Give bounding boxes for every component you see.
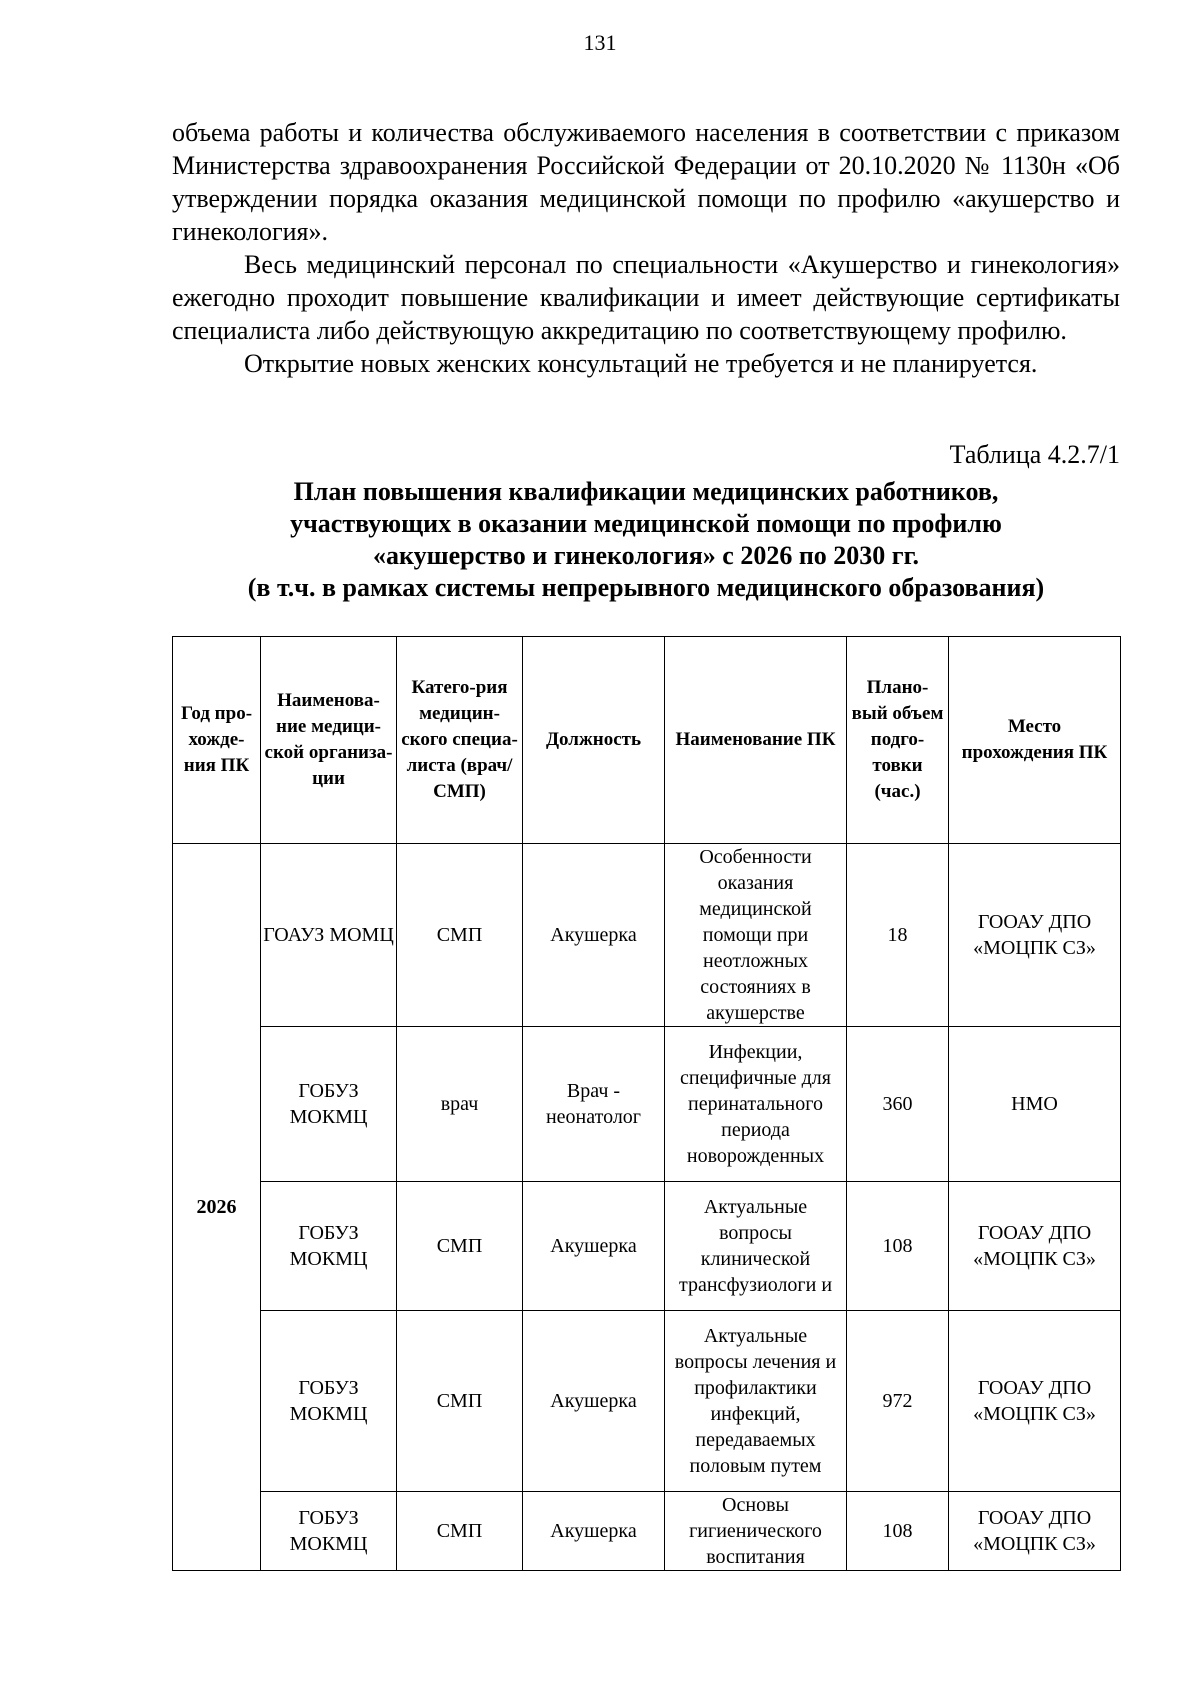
header-year: Год про-хожде-ния ПК <box>173 637 261 844</box>
year-cell: 2026 <box>173 844 261 1571</box>
position-cell: Акушерка <box>523 1492 665 1571</box>
course-cell: Основы гигиенического воспитания <box>665 1492 847 1571</box>
body-text <box>172 116 1120 380</box>
header-position: Должность <box>523 637 665 844</box>
training-plan-table <box>172 636 1121 1571</box>
place-cell: ГООАУ ДПО «МОЦПК СЗ» <box>949 1182 1121 1311</box>
hours-cell: 108 <box>847 1492 949 1571</box>
category-cell: врач <box>397 1027 523 1182</box>
hours-cell: 18 <box>847 844 949 1027</box>
table-title <box>172 476 1120 604</box>
page-number: 131 <box>583 30 617 55</box>
org-cell: ГОБУЗ МОКМЦ <box>261 1492 397 1571</box>
table-row <box>173 1311 1121 1492</box>
place-cell: ГООАУ ДПО «МОЦПК СЗ» <box>949 844 1121 1027</box>
table-header-row <box>173 637 1121 844</box>
position-cell: Врач - неонатолог <box>523 1027 665 1182</box>
position-cell: Акушерка <box>523 844 665 1027</box>
org-cell: ГОАУЗ МОМЦ <box>261 844 397 1027</box>
table-title-line: (в т.ч. в рамках системы непрерывного медицинского образования) <box>247 573 1045 602</box>
paragraph: объема работы и количества обслуживаемого населения в соответствии с приказом Министерства здравоохранения Российской Федерации от 20.10.2020 № 1130н «Об утверждении порядка оказания медицинской помощи по профилю «акушерство и гинекология». <box>172 118 1120 246</box>
header-organization: Наименова-ние медици-ской организа-ции <box>261 637 397 844</box>
paragraph: Открытие новых женских консультаций не требуется и не планируется. <box>244 349 1038 378</box>
hours-cell: 972 <box>847 1311 949 1492</box>
header-hours: Плано-вый объем подго-товки (час.) <box>847 637 949 844</box>
place-cell: ГООАУ ДПО «МОЦПК СЗ» <box>949 1492 1121 1571</box>
org-cell: ГОБУЗ МОКМЦ <box>261 1311 397 1492</box>
table-title-line: План повышения квалификации медицинских работников, <box>293 477 999 506</box>
course-cell: Инфекции, специфичные для перинатального периода новорожденных <box>665 1027 847 1182</box>
category-cell: СМП <box>397 844 523 1027</box>
hours-cell: 108 <box>847 1182 949 1311</box>
category-cell: СМП <box>397 1492 523 1571</box>
course-cell: Особенности оказания медицинской помощи при неотложных состояниях в акушерстве <box>665 844 847 1027</box>
table-row <box>173 844 1121 1027</box>
org-cell: ГОБУЗ МОКМЦ <box>261 1182 397 1311</box>
table-title-line: участвующих в оказании медицинской помощи по профилю <box>290 509 1002 538</box>
course-cell: Актуальные вопросы лечения и профилактики инфекций, передаваемых половым путем <box>665 1311 847 1492</box>
table-row <box>173 1492 1121 1571</box>
header-course-name: Наименование ПК <box>665 637 847 844</box>
table-row <box>173 1182 1121 1311</box>
hours-cell: 360 <box>847 1027 949 1182</box>
table-row <box>173 1027 1121 1182</box>
category-cell: СМП <box>397 1182 523 1311</box>
place-cell: ГООАУ ДПО «МОЦПК СЗ» <box>949 1311 1121 1492</box>
header-category: Катего-рия медицин-ского специа-листа (врач/ СМП) <box>397 637 523 844</box>
course-cell: Актуальные вопросы клинической трансфузиологи и <box>665 1182 847 1311</box>
org-cell: ГОБУЗ МОКМЦ <box>261 1027 397 1182</box>
table-label: Таблица 4.2.7/1 <box>949 440 1120 469</box>
header-place: Место прохождения ПК <box>949 637 1121 844</box>
paragraph: Весь медицинский персонал по специальности «Акушерство и гинекология» ежегодно проходит повышение квалификации и имеет действующие сертификаты специалиста либо действующую аккредитацию по соответствующему профилю. <box>172 250 1120 345</box>
place-cell: НМО <box>949 1027 1121 1182</box>
position-cell: Акушерка <box>523 1182 665 1311</box>
position-cell: Акушерка <box>523 1311 665 1492</box>
category-cell: СМП <box>397 1311 523 1492</box>
table-title-line: «акушерство и гинекология» с 2026 по 2030 гг. <box>373 541 919 570</box>
